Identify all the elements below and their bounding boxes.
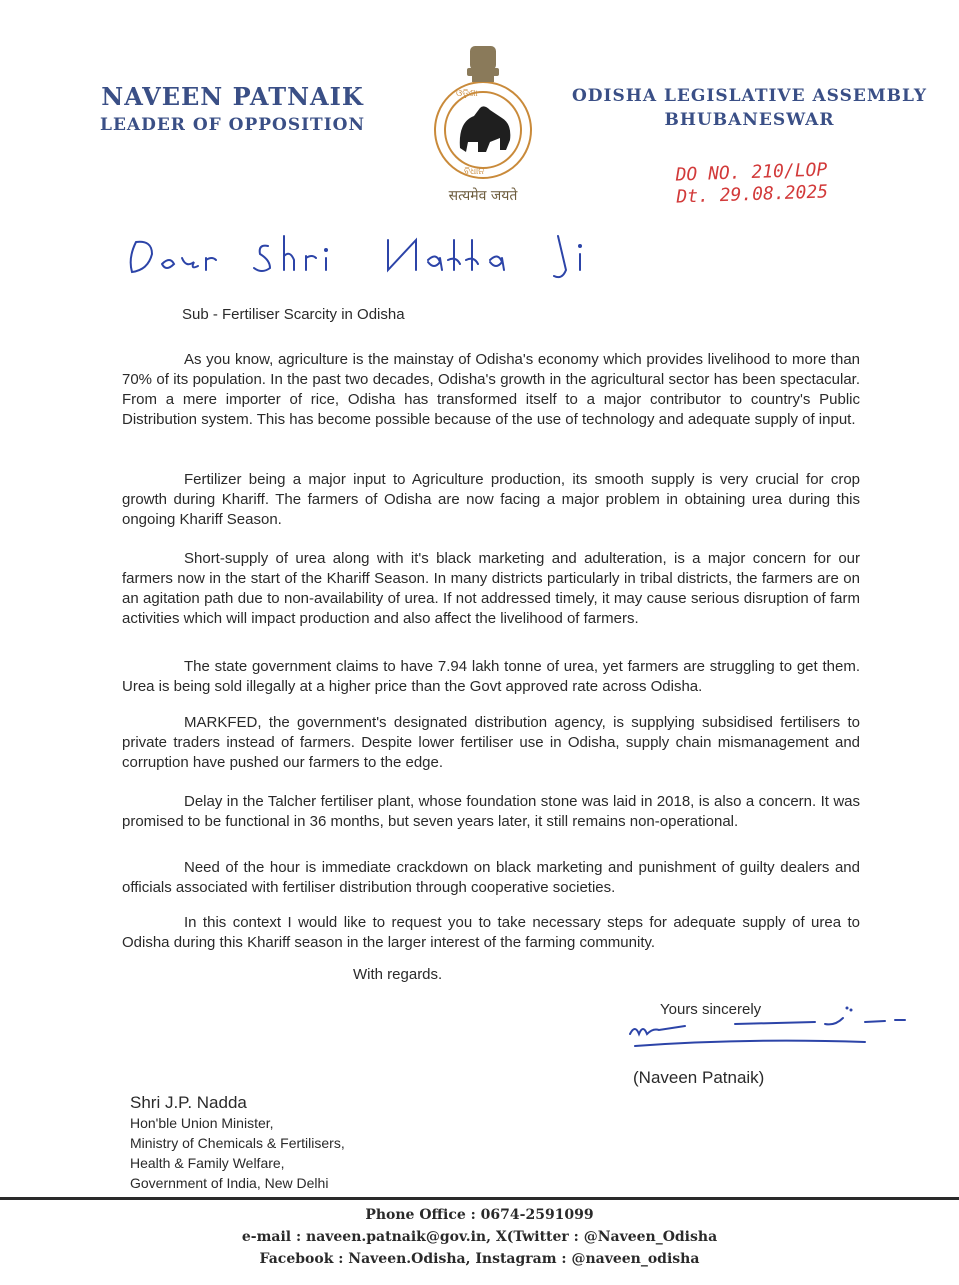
body-paragraph: Need of the hour is immediate crackdown on black marketing and punishment of guilty dealers and officials associated with fertiliser distribution through cooperative societies. bbox=[122, 859, 860, 896]
letter-subject: Sub - Fertiliser Scarcity in Odisha bbox=[182, 306, 405, 323]
handwritten-salutation bbox=[118, 222, 618, 284]
footer-divider bbox=[0, 1197, 959, 1200]
body-paragraph: Short-supply of urea along with it's black marketing and adulteration, is a major concern for our farmers now in the start of the Khariff Season. In many districts particularly in tribal districts, the farmers are on an agitation path due to non-availability of urea. If not addressed timely, it may cause serious disruption of farm activities which will impact production and also affect the livelihood of farmers. bbox=[122, 550, 860, 627]
closing-regards: With regards. bbox=[353, 966, 443, 983]
assembly-city: BHUBANESWAR bbox=[664, 110, 835, 130]
sender-name: NAVEEN PATNAIK bbox=[101, 82, 364, 111]
emblem-motto: सत्यमेव जयते bbox=[448, 188, 518, 204]
footer-social: Facebook : Naveen.Odisha, Instagram : @naveen_odisha bbox=[259, 1251, 700, 1267]
reference-number: DO NO. 210/LOP bbox=[675, 159, 828, 186]
body-paragraph: As you know, agriculture is the mainstay of Odisha's economy which provides livelihood to more than 70% of its population. In the past two decades, Odisha's growth in the agricultural sector has been spectacular. From a mere importer of rice, Odisha has transformed itself to a major contributor to country's Public Distribution system. This has become possible because of the use of technology and adequate supply of input. bbox=[122, 351, 860, 428]
body-paragraph: Fertilizer being a major input to Agriculture production, its smooth supply is very crucial for crop growth during Khariff. The farmers of Odisha are now facing a major problem in obtaining urea during this ongoing Khariff Season. bbox=[122, 471, 860, 528]
footer-email: e-mail : naveen.patnaik@gov.in, X(Twitter : @Naveen_Odisha bbox=[241, 1229, 718, 1245]
recipient-name: Shri J.P. Nadda bbox=[130, 1093, 247, 1112]
recipient-line: Ministry of Chemicals & Fertilisers, bbox=[130, 1135, 345, 1151]
body-paragraph: The state government claims to have 7.94 lakh tonne of urea, yet farmers are struggling to get them. Urea is being sold illegally at a higher price than the Govt approved rate across Odisha. bbox=[122, 658, 860, 695]
recipient-line: Government of India, New Delhi bbox=[130, 1175, 329, 1191]
state-emblem-icon bbox=[420, 38, 546, 198]
letterhead-right bbox=[572, 86, 927, 130]
signatory-name: (Naveen Patnaik) bbox=[633, 1068, 765, 1087]
assembly-name: ODISHA LEGISLATIVE ASSEMBLY bbox=[572, 86, 928, 106]
body-paragraph: In this context I would like to request you to take necessary steps for adequate supply of urea to Odisha during this Khariff season in the larger interest of the farming community. bbox=[122, 914, 860, 951]
letterhead-left bbox=[100, 82, 365, 135]
recipient-line: Health & Family Welfare, bbox=[130, 1155, 285, 1171]
body-paragraph: Delay in the Talcher fertiliser plant, whose foundation stone was laid in 2018, is also a concern. It was promised to be functional in 36 months, but seven years later, it still remains non-operational. bbox=[122, 793, 860, 830]
svg-text:ଓଡ଼ିଶା: ଓଡ଼ିଶା bbox=[456, 89, 478, 99]
closing-yours: Yours sincerely bbox=[660, 1001, 762, 1018]
footer-phone: Phone Office : 0674-2591099 bbox=[365, 1207, 594, 1223]
signature-icon bbox=[625, 1000, 915, 1055]
recipient-line: Hon'ble Union Minister, bbox=[130, 1115, 274, 1131]
recipient-block bbox=[130, 1093, 345, 1193]
svg-text:ବିଧାନ: ବିଧାନ bbox=[464, 167, 485, 177]
reference-block bbox=[675, 159, 828, 208]
reference-date: Dt. 29.08.2025 bbox=[676, 181, 829, 208]
sender-title: LEADER OF OPPOSITION bbox=[100, 115, 366, 135]
footer-contacts bbox=[0, 1204, 959, 1270]
body-paragraph: MARKFED, the government's designated distribution agency, is supplying subsidised fertilisers to private traders instead of farmers. Despite lower fertiliser use in Odisha, supply chain mismanagement and corruption have pushed our farmers to the edge. bbox=[122, 714, 860, 771]
